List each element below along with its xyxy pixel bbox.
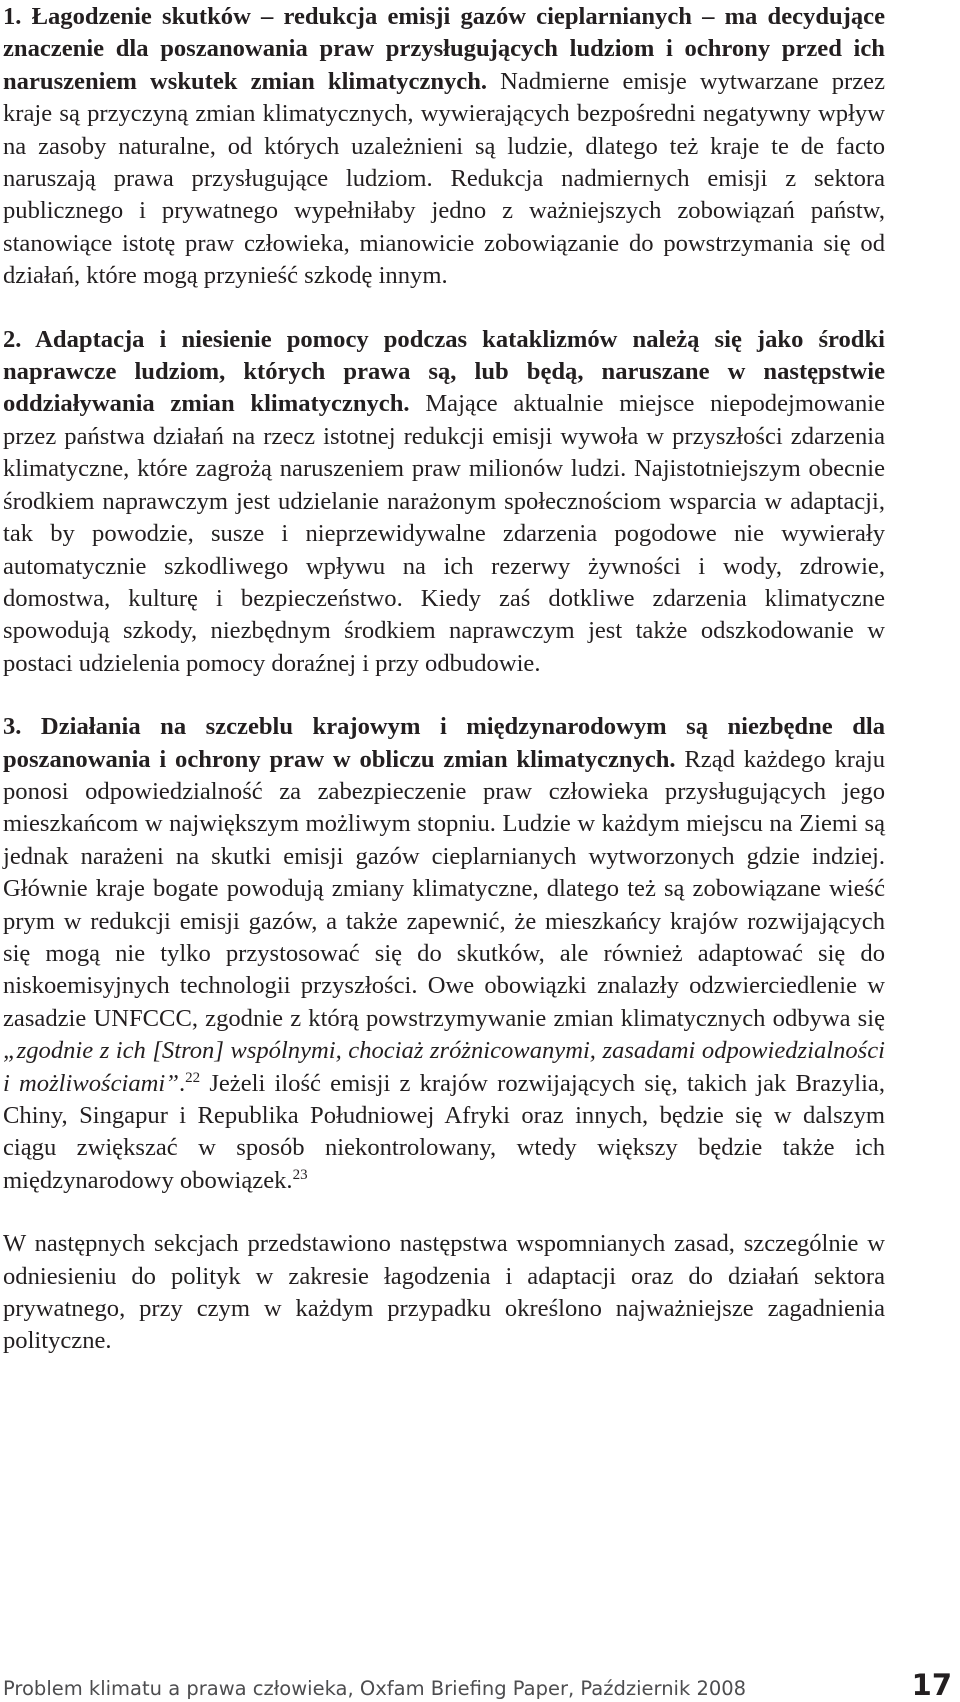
body-text (3, 1, 885, 1358)
paragraph-text: Nadmierne emisje wytwarzane przez kraje są przyczyną zmian klimatycznych, wywierających bezpośredni negatywny wpływ na zasoby naturalne, od których uzależnieni są ludzie, dlatego też kraje te de facto naruszają prawa przysługujące ludziom. Redukcja nadmiernych emisji z sektora publicznego i prywatnego wypełniłaby jedno z ważniejszych zobowiązań państw, stanowiące istotę praw człowieka, mianowicie zobowiązanie do powstrzymania się od działań, które mogą przynieść szkodę innym. (3, 67, 885, 290)
paragraph-lead: 1. Łagodzenie skutków – redukcja emisji gazów cieplarnianych – ma decydujące znaczenie dla poszanowania praw przysługujących ludziom i ochrony przed ich naruszeniem wskutek zmian klimatycznych. (3, 3, 885, 95)
paragraph-lead: 3. Działania na szczeblu krajowym i międzynarodowym są niezbędne dla poszanowania i ochrony praw w obliczu zmian klimatycznych. (3, 713, 885, 773)
footer-title: Problem klimatu a prawa człowieka, Oxfam Briefing Paper, Październik 2008 (3, 1676, 747, 1700)
footnote-ref-23[interactable]: 23 (292, 1166, 308, 1183)
paragraph-adaptation (3, 324, 885, 680)
page-number: 17 (911, 1668, 952, 1702)
paragraph-next-sections (3, 1228, 885, 1358)
footnote-ref-22[interactable]: 22 (185, 1069, 201, 1086)
paragraph-national-international (3, 711, 885, 1197)
unfccc-quote: „zgodnie z ich [Stron] wspólnymi, chociaż zróżnicowanymi, zasadami odpowiedzialności i możliwościami” (3, 1037, 885, 1097)
paragraph-text: Rząd każdego kraju ponosi odpowiedzialność za zabezpieczenie praw człowieka przysługujących jego mieszkańcom w największym możliwym stopniu. Ludzie w każdym miejscu na Ziemi są jednak narażeni na skutki emisji gazów cieplarnianych wytworzonych gdzie indziej. Głównie kraje bogate powodują zmiany klimatyczne, dlatego też są zobowiązane wieść prym w redukcji emisji gazów, a także zapewnić, że mieszkańcy krajów rozwijających się mogą nie tylko przystosować się do skutków, ale również adaptować się do niskoemisyjnych technologii przyszłości. Owe obowiązki znalazły odzwierciedlenie w zasadzie UNFCCC, zgodnie z którą powstrzymywanie zmian klimatycznych odbywa się (3, 745, 885, 1032)
paragraph-mitigation (3, 1, 885, 293)
quote-period: . (178, 1069, 186, 1097)
paragraph-text: Mające aktualnie miejsce niepodejmowanie przez państwa działań na rzecz istotnej redukcji emisji wywoła w przyszłości zdarzenia klimatyczne, które zagrożą naruszeniem praw milionów ludzi. Najistotniejszym obecnie środkiem naprawczym jest udzielanie narażonym społecznościom wsparcia w adaptacji, tak by powodzie, susze i nieprzewidywalne zdarzenia pogodowe nie wywierały automatycznie szkodliwego wpływu na ich rezerwy żywności i wody, zdrowie, domostwa, kulturę i bezpieczeństwo. Kiedy zaś dotkliwe zdarzenia klimatyczne spowodują szkody, niezbędnym środkiem naprawczym jest także odszkodowanie w postaci udzielenia pomocy doraźnej i przy odbudowie. (3, 390, 885, 677)
page-footer (3, 1666, 952, 1700)
paragraph-text: W następnych sekcjach przedstawiono następstwa wspomnianych zasad, szczególnie w odniesieniu do polityk w zakresie łagodzenia i adaptacji oraz do działań sektora prywatnego, przy czym w każdym przypadku określono najważniejsze zagadnienia polityczne. (3, 1230, 885, 1355)
paragraph-text-continued: Jeżeli ilość emisji z krajów rozwijających się, takich jak Brazylia, Chiny, Singapur i Republika Południowej Afryki oraz innych, będzie się w dalszym ciągu zwiększać w sposób niekontrolowany, wtedy większy będzie także ich międzynarodowy obowiązek. (3, 1069, 885, 1194)
paragraph-lead: 2. Adaptacja i niesienie pomocy podczas kataklizmów należą się jako środki naprawcze ludziom, których prawa są, lub będą, naruszane w następstwie oddziaływania zmian klimatycznych. (3, 325, 885, 418)
